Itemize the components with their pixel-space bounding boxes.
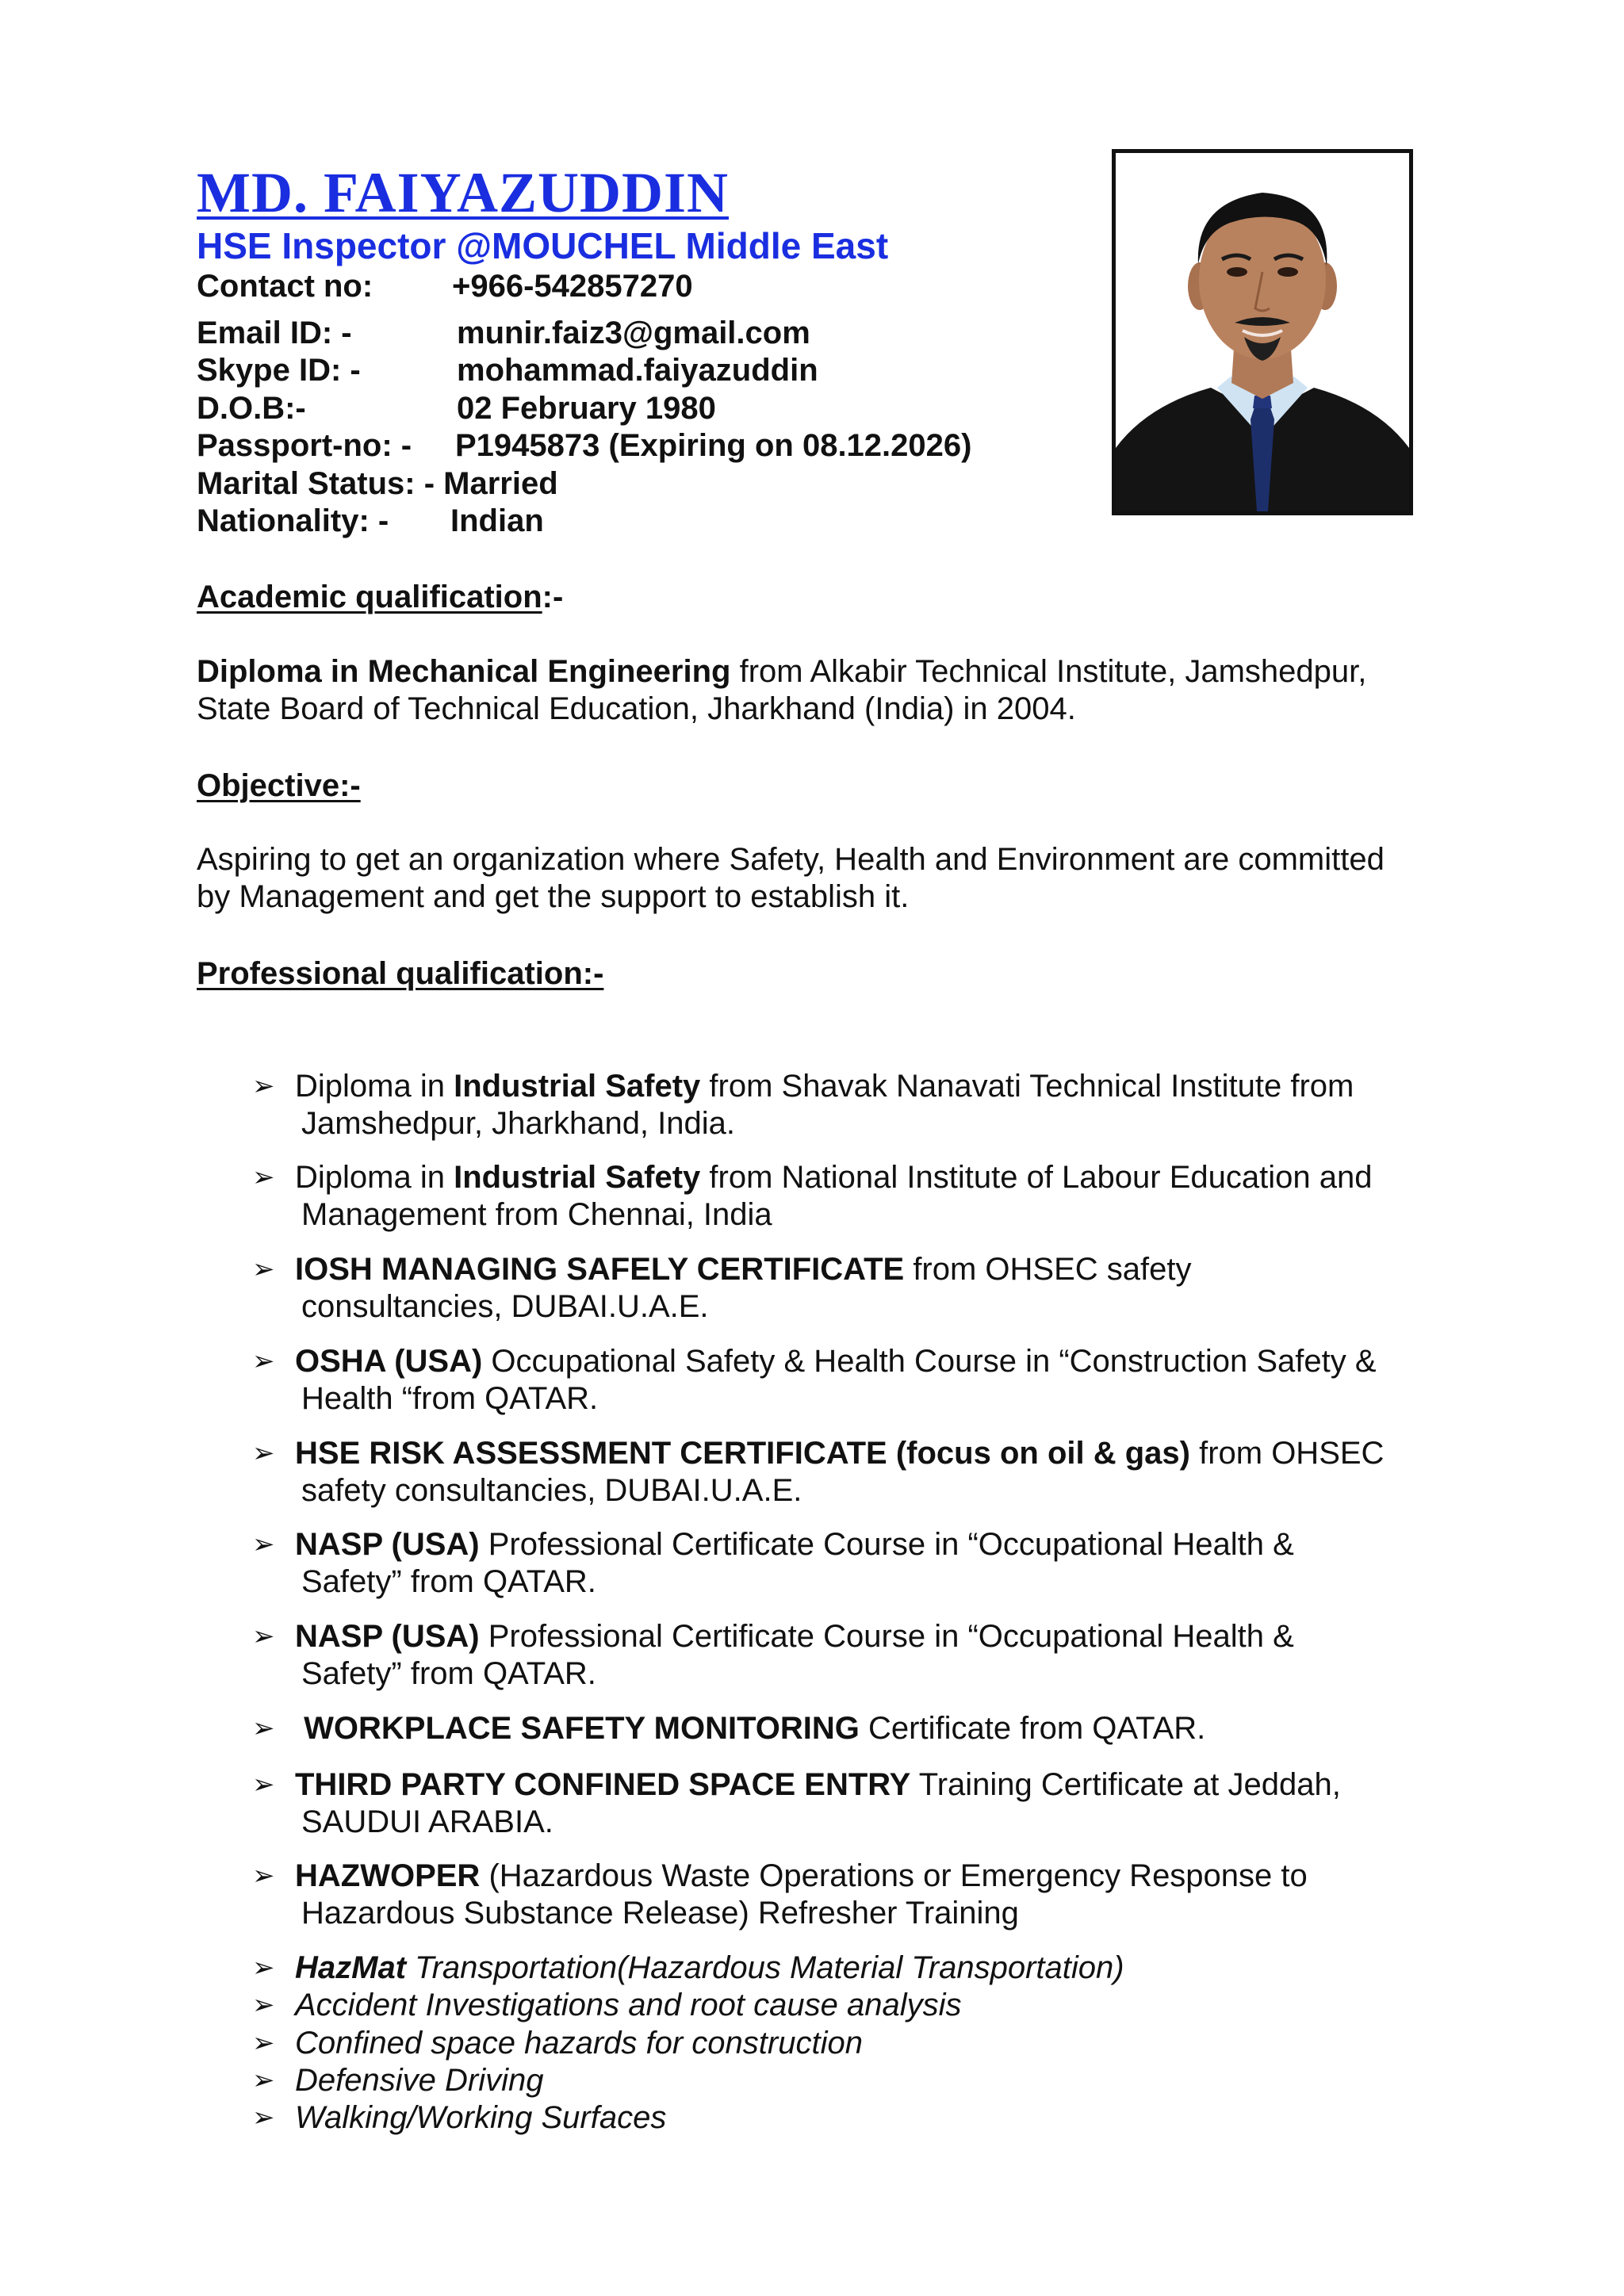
qualification-title: Industrial Safety xyxy=(454,1069,701,1104)
objective-text xyxy=(197,841,1434,916)
contact-row xyxy=(197,267,693,305)
nationality-label: Nationality: - xyxy=(197,503,389,538)
training-detail: Accident Investigations and root cause analysis xyxy=(295,1988,962,2022)
qualification-detail: from Shavak Nanavati Technical Institute from xyxy=(700,1069,1354,1104)
training-title: HazMat xyxy=(295,1950,407,1985)
training-detail: Transportation(Hazardous Material Transportation) xyxy=(406,1950,1124,1985)
academic-heading-suffix: :- xyxy=(542,580,564,614)
qualification-item xyxy=(252,1766,1429,1841)
profile-photo xyxy=(1112,149,1413,515)
qualification-text xyxy=(252,1159,1429,1234)
arrow-bullet-icon: ➢ xyxy=(252,1990,275,2020)
skype-row xyxy=(197,351,818,389)
training-item xyxy=(252,2099,1429,2137)
training-text xyxy=(252,1950,1429,1987)
qualification-text xyxy=(252,1526,1429,1601)
training-item xyxy=(252,1950,1429,1987)
nationality-row xyxy=(197,502,544,540)
qualification-text xyxy=(252,1766,1429,1841)
objective-heading-text: Objective:- xyxy=(197,768,361,803)
training-text xyxy=(252,2099,1429,2137)
qualification-title: HSE RISK ASSESSMENT CERTIFICATE (focus on oil & gas) xyxy=(295,1436,1190,1471)
objective-heading xyxy=(197,767,361,805)
qualification-item xyxy=(252,1159,1429,1234)
arrow-bullet-icon: ➢ xyxy=(252,1438,275,1468)
training-item xyxy=(252,2025,1429,2062)
academic-degree: Diploma in Mechanical Engineering xyxy=(197,654,731,689)
skype-label: Skype ID: - xyxy=(197,353,361,388)
objective-line1: Aspiring to get an organization where Safety, Health and Environment are committed xyxy=(197,842,1385,877)
objective-line2: by Management and get the support to establish it. xyxy=(197,879,910,914)
qualification-detail: Professional Certificate Course in “Occupational Health & xyxy=(479,1619,1294,1654)
training-text xyxy=(252,2025,1429,2062)
qualification-continuation: Jamshedpur, Jharkhand, India. xyxy=(301,1106,736,1141)
training-detail: Walking/Working Surfaces xyxy=(295,2100,667,2135)
qualification-item xyxy=(252,1068,1429,1142)
qualification-text xyxy=(252,1251,1429,1326)
qualification-continuation: Hazardous Substance Release) Refresher Training xyxy=(301,1896,1019,1931)
contact-value: +966-542857270 xyxy=(452,269,693,304)
qualification-detail: (Hazardous Waste Operations or Emergency Response to xyxy=(480,1858,1308,1893)
qualification-title: WORKPLACE SAFETY MONITORING xyxy=(304,1711,860,1746)
qualification-title: THIRD PARTY CONFINED SPACE ENTRY xyxy=(295,1767,911,1802)
passport-row xyxy=(197,427,972,465)
email-value: munir.faiz3@gmail.com xyxy=(457,316,810,350)
training-item xyxy=(252,1987,1429,2024)
qualification-continuation: consultancies, DUBAI.U.A.E. xyxy=(301,1289,709,1324)
academic-heading-text: Academic qualification xyxy=(197,580,542,614)
qualification-text xyxy=(252,1858,1429,1932)
passport-value: P1945873 (Expiring on 08.12.2026) xyxy=(455,428,972,463)
training-text xyxy=(252,1987,1429,2024)
qualification-detail: from OHSEC xyxy=(1189,1436,1385,1471)
qualification-item xyxy=(252,1858,1429,1932)
arrow-bullet-icon: ➢ xyxy=(252,1770,275,1800)
training-text xyxy=(252,2062,1429,2099)
academic-heading xyxy=(197,578,563,616)
nationality-value: Indian xyxy=(450,503,544,538)
dob-row xyxy=(197,389,716,427)
academic-line2: State Board of Technical Education, Jharkhand (India) in 2004. xyxy=(197,691,1076,726)
contact-label: Contact no: xyxy=(197,269,373,304)
qualification-detail: Professional Certificate Course in “Occupational Health & xyxy=(479,1527,1294,1562)
qualification-prefix xyxy=(295,1711,304,1746)
qualification-text xyxy=(252,1618,1429,1693)
arrow-bullet-icon: ➢ xyxy=(252,1861,275,1891)
qualification-continuation: Health “from QATAR. xyxy=(301,1381,599,1416)
job-headline: HSE Inspector @MOUCHEL Middle East xyxy=(197,225,889,266)
training-detail: Defensive Driving xyxy=(295,2063,544,2098)
qualification-item xyxy=(252,1710,1429,1747)
qualification-title: Industrial Safety xyxy=(454,1160,701,1195)
arrow-bullet-icon: ➢ xyxy=(252,2028,275,2058)
arrow-bullet-icon: ➢ xyxy=(252,1346,275,1376)
qualification-item xyxy=(252,1343,1429,1418)
arrow-bullet-icon: ➢ xyxy=(252,1529,275,1559)
dob-label: D.O.B:- xyxy=(197,391,306,426)
qualification-title: NASP (USA) xyxy=(295,1619,480,1654)
qualification-item xyxy=(252,1526,1429,1601)
qualification-detail: Certificate from QATAR. xyxy=(859,1711,1206,1746)
qualification-item xyxy=(252,1251,1429,1326)
passport-label: Passport-no: - xyxy=(197,428,412,463)
arrow-bullet-icon: ➢ xyxy=(252,1621,275,1651)
qualification-prefix: Diploma in xyxy=(295,1160,454,1195)
qualification-title: NASP (USA) xyxy=(295,1527,480,1562)
qualification-item xyxy=(252,1435,1429,1510)
qualification-text xyxy=(252,1435,1429,1510)
qualification-continuation: Safety” from QATAR. xyxy=(301,1564,596,1599)
qualification-detail: Training Certificate at Jeddah, xyxy=(910,1767,1341,1802)
qualification-title: HAZWOPER xyxy=(295,1858,481,1893)
professional-heading xyxy=(197,955,603,993)
qualification-title: OSHA (USA) xyxy=(295,1344,483,1379)
qualification-continuation: Management from Chennai, India xyxy=(301,1197,772,1232)
qualification-item xyxy=(252,1618,1429,1693)
arrow-bullet-icon: ➢ xyxy=(252,1071,275,1101)
qualification-text xyxy=(252,1710,1429,1747)
training-item xyxy=(252,2062,1429,2099)
candidate-name: MD. FAIYAZUDDIN xyxy=(197,161,730,224)
arrow-bullet-icon: ➢ xyxy=(252,2065,275,2095)
professional-heading-text: Professional qualification:- xyxy=(197,956,604,991)
qualification-title: IOSH MANAGING SAFELY CERTIFICATE xyxy=(295,1252,905,1287)
qualification-detail: from National Institute of Labour Education and xyxy=(700,1160,1373,1195)
arrow-bullet-icon: ➢ xyxy=(252,1953,275,1983)
qualification-detail: from OHSEC safety xyxy=(904,1252,1192,1287)
qualification-text xyxy=(252,1068,1429,1142)
arrow-bullet-icon: ➢ xyxy=(252,1254,275,1284)
qualification-continuation: Safety” from QATAR. xyxy=(301,1656,596,1691)
academic-line1-rest: from Alkabir Technical Institute, Jamshedpur, xyxy=(730,654,1367,689)
arrow-bullet-icon: ➢ xyxy=(252,2103,275,2133)
training-detail: Confined space hazards for construction xyxy=(295,2026,863,2061)
qualification-continuation: SAUDUI ARABIA. xyxy=(301,1804,553,1839)
academic-details xyxy=(197,653,1434,728)
qualification-text xyxy=(252,1343,1429,1418)
qualification-detail: Occupational Safety & Health Course in “Construction Safety & xyxy=(482,1344,1377,1379)
skype-value: mohammad.faiyazuddin xyxy=(457,353,818,388)
arrow-bullet-icon: ➢ xyxy=(252,1713,275,1743)
marital-row xyxy=(197,465,558,503)
portrait-illustration xyxy=(1116,153,1409,511)
dob-value: 02 February 1980 xyxy=(457,391,716,426)
qualification-prefix: Diploma in xyxy=(295,1069,454,1104)
email-row xyxy=(197,314,810,352)
arrow-bullet-icon: ➢ xyxy=(252,1162,275,1192)
marital-value: Married xyxy=(443,466,558,501)
email-label: Email ID: - xyxy=(197,316,352,350)
qualification-continuation: safety consultancies, DUBAI.U.A.E. xyxy=(301,1473,802,1508)
marital-label: Marital Status: - xyxy=(197,466,435,501)
